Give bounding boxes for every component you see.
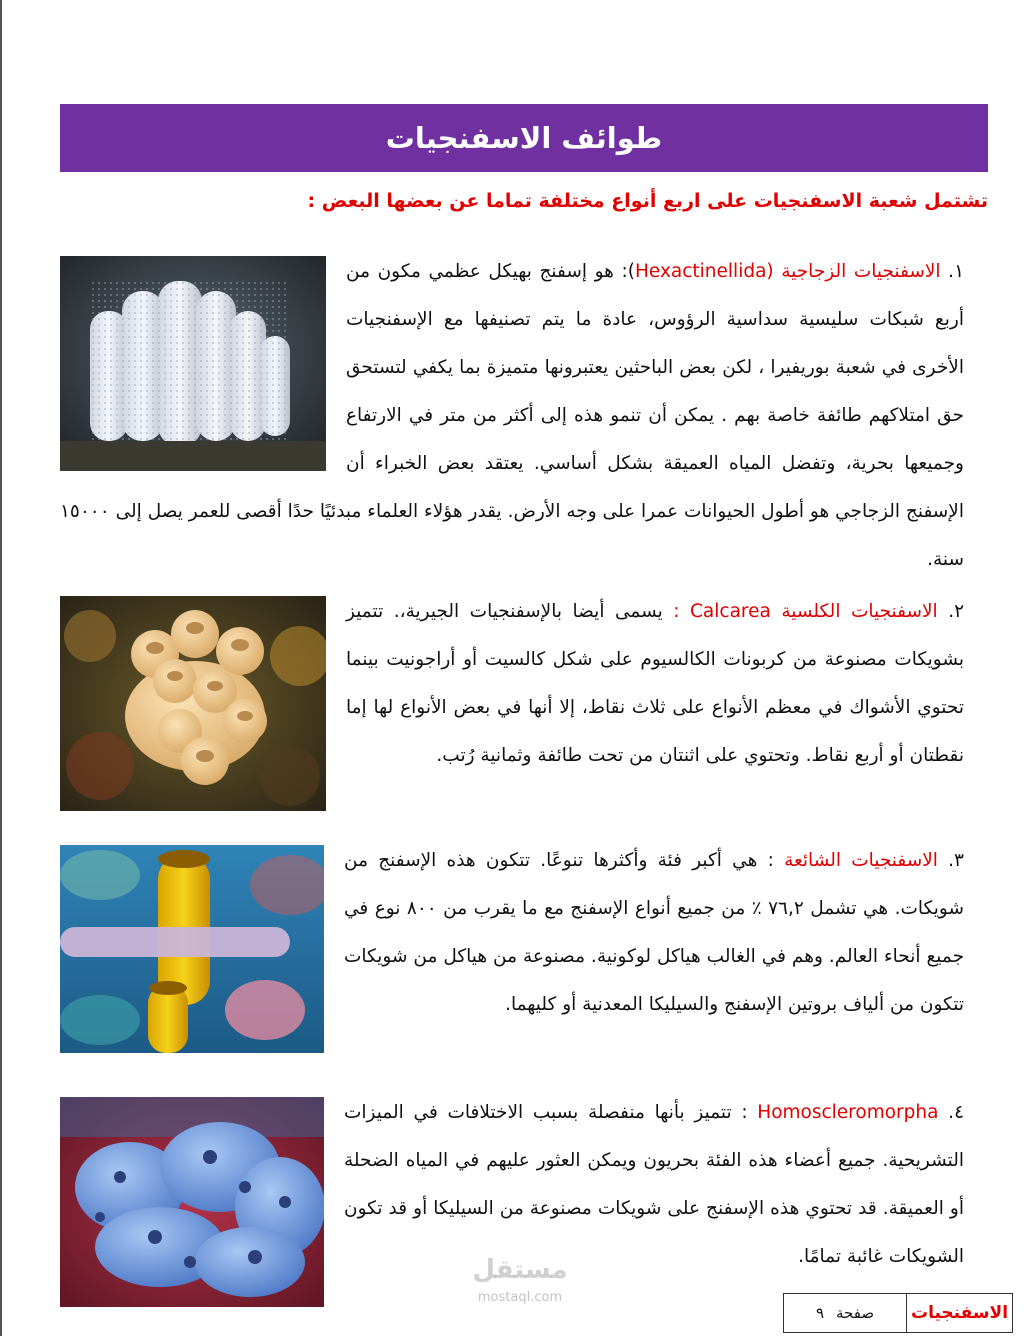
demosponge-photo <box>60 845 324 1053</box>
section-separator: ): <box>621 261 635 282</box>
section-glass-sponges <box>60 248 964 584</box>
section-body: تتميز بأنها منفصلة بسبب الاختلافات في الميزات التشريحية. جميع أعضاء هذه الفئة بحريون ويمكن العثور عليهم في المياه الضحلة أو العميقة. قد تحتوي هذه الإسفنج على شويكات مصنوعة من السيليكا أو قد تكون الشويكات غائبة تمامًا. <box>344 1102 964 1267</box>
section-term: Homoscleromorpha <box>757 1102 939 1123</box>
calcareous-sponge-photo <box>60 596 326 811</box>
footer-page-number: ٩ <box>815 1304 824 1322</box>
page-title: طوائف الاسفنجيات <box>60 104 988 172</box>
section-term: الاسفنجيات الشائعة <box>784 850 938 871</box>
glass-sponge-photo <box>60 256 326 471</box>
section-separator: : <box>741 1102 758 1123</box>
section-body: يسمى أيضا بالإسفنجيات الجيرية،. تتميز بشويكات مصنوعة من كربونات الكالسيوم على شكل كالسيت أو أراجونيت بينما تحتوي الأشواك في معظم الأنواع على ثلاث نقاط، إلا أنها في بعض الأنواع لها إما نقطتان أو أربع نقاط. وتحتوي على اثنتان من تحت طائفة وثمانية رُتب. <box>346 601 964 766</box>
footer-title: الاسفنجيات <box>906 1294 1012 1332</box>
section-demosponges <box>60 837 964 1059</box>
page-border <box>0 0 2 1336</box>
section-separator: : <box>767 850 785 871</box>
section-body: هي أكبر فئة وأكثرها تنوعًا. تتكون هذه الإسفنج من شويكات. هي تشمل ٧٦,٢ ٪ من جميع أنواع الإسفنج مع ما يقرب من ٨٠٠ نوع في جميع أنحاء العالم. وهم في الغالب هياكل لوكونية. مصنوعة من هياكل من شويكات تتكون من ألياف بروتين الإسفنج والسيليكا المعدنية أو كليهما. <box>344 850 964 1015</box>
homoscleromorpha-photo <box>60 1097 324 1307</box>
section-body: هو إسفنج بهيكل عظمي مكون من أربع شبكات سليسية سداسية الرؤوس، عادة ما يتم تصنيفها مع الإسفنجيات الأخرى في شعبة بوريفيرا ، لكن بعض الباحثين يعتبرونها متميزة بما يكفي لتستحق حق امتلاكهم طائفة خاصة بهم . يمكن أن تنمو هذه إلى أكثر من متر في الارتفاع وجميعها بحرية، وتفضل المياه العميقة بشكل أساسي. يعتقد بعض الخبراء أن الإسفنج الزجاجي هو أطول الحيوانات عمرا على وجه الأرض. يقدر هؤلاء العلماء مبدئيًا حدًا أقصى للعمر يصل إلى ١٥٠٠٠ سنة. <box>60 261 964 570</box>
watermark-url: mostaql.com <box>477 1290 563 1305</box>
section-term: الاسفنجيات الكلسية Calcarea : <box>673 601 938 622</box>
section-number: ٣. <box>948 850 964 871</box>
intro-text: تشتمل شعبة الاسفنجيات على اربع أنواع مختلفة تماما عن بعضها البعض : <box>307 190 988 212</box>
section-number: ٢. <box>948 601 965 622</box>
watermark-logo: مستقل <box>472 1255 568 1285</box>
page-footer <box>783 1293 1013 1333</box>
section-calcareous-sponges <box>60 588 964 817</box>
section-term: الاسفنجيات الزجاجية (Hexactinellida <box>634 261 941 282</box>
footer-page-info <box>784 1294 906 1332</box>
section-number: ٤. <box>948 1102 964 1123</box>
section-number: ١. <box>948 261 964 282</box>
footer-page-label: صفحة <box>836 1304 875 1322</box>
